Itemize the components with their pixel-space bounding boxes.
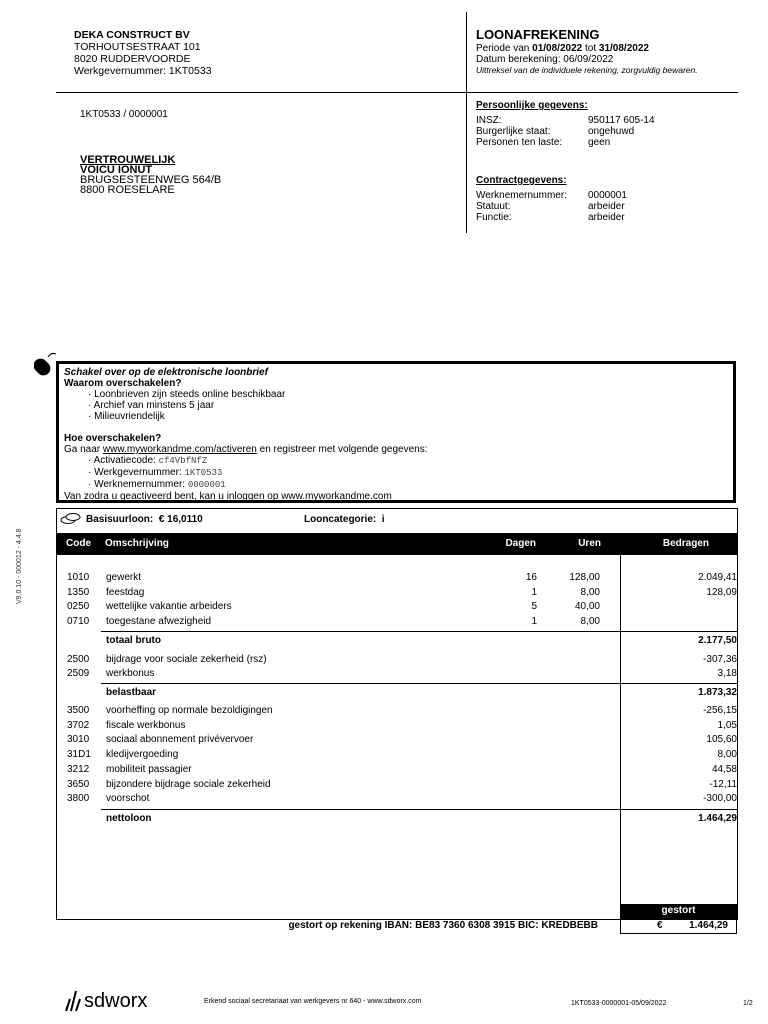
contract-value: 0000001 [588,190,627,201]
employer-street: TORHOUTSESTRAAT 101 [74,41,201,53]
cell-amount: 1.464,29 [698,813,737,824]
personal-label: Burgerlijke staat: [476,126,551,137]
subtotal-row [0,686,768,700]
table-row [0,733,768,747]
confidential-label: VERTROUWELIJK [80,154,176,166]
cell-code: 3212 [67,764,90,775]
subtotal-row [0,812,768,826]
table-row [0,600,768,614]
subtotal-separator [101,631,737,632]
table-header [57,533,737,555]
cell-desc: voorheffing op normale bezoldigingen [106,705,273,716]
login-link[interactable]: www.myworkandme.com [281,491,392,502]
cell-desc: bijdrage voor sociale zekerheid (rsz) [106,654,267,665]
header-divider-vertical [466,12,467,233]
activation-link[interactable]: www.myworkandme.com/activeren [102,444,257,455]
cell-desc: toegestane afwezigheid [106,616,212,627]
cell-hours: 8,00 [580,616,600,627]
cell-amount: 44,58 [711,764,737,775]
cell-amount: -307,36 [703,654,737,665]
table-row [0,704,768,718]
personal-value: 950117 605-14 [588,115,655,126]
cell-desc: totaal bruto [106,635,161,646]
base-wage-label: Basisuurloon: [86,514,154,525]
activation-code-item: · Activatiecode: cf4VbfNfZ [88,455,728,467]
table-row [0,719,768,733]
cell-amount: 2.049,41 [698,572,737,583]
base-wage [86,514,203,525]
cell-amount: 128,09 [706,587,737,598]
cell-desc: fiscale werkbonus [106,720,186,731]
cell-days: 5 [531,601,537,612]
table-row [0,586,768,600]
keep-note: Uittreksel van de individuele rekening, zorgvuldig bewaren. [476,65,698,75]
page-number: 1/2 [743,1000,753,1007]
cell-code: 3010 [67,734,90,745]
calc-date: Datum berekening: 06/09/2022 [476,54,614,65]
table-row [0,653,768,667]
personal-label: INSZ: [476,115,502,126]
contract-value: arbeider [588,201,625,212]
table-row [0,763,768,777]
cell-amount: -256,15 [703,705,737,716]
paid-amount-box [620,918,737,934]
personal-label: Personen ten laste: [476,137,563,148]
employer-block [74,29,454,77]
coins-icon [60,511,82,528]
table-row [0,778,768,792]
how-prefix: Ga naar [64,444,101,455]
wage-category [304,514,385,525]
cell-hours: 40,00 [574,601,600,612]
table-row [0,792,768,806]
iban-line: gestort op rekening IBAN: BE83 7360 6308 3915 BIC: KREDBEBB [288,920,598,931]
login-prefix: Van zodra u geactiveerd bent, kan u inloggen op [64,491,279,502]
notice-how: Hoe overschakelen? [64,433,162,444]
cell-desc: nettoloon [106,813,152,824]
personal-row [476,126,736,137]
cell-hours: 128,00 [569,572,600,583]
table-row [0,667,768,681]
cell-desc: mobiliteit passagier [106,764,192,775]
cell-code: 31D1 [67,749,91,760]
how-line [64,444,728,455]
notice-title: Schakel over op de elektronische loonbrief [64,367,268,378]
contract-label: Functie: [476,212,512,223]
contract-data [476,175,736,223]
period-line [476,43,746,54]
contract-row [476,212,736,223]
cell-amount: 105,60 [706,734,737,745]
wage-category-label: Looncategorie: [304,514,377,525]
cell-desc: werkbonus [106,668,155,679]
table-row [0,571,768,585]
contract-label: Werknemernummer: [476,190,567,201]
why-item: · Milieuvriendelijk [88,411,728,422]
cell-amount: -300,00 [703,793,737,804]
period-to: 31/08/2022 [598,43,649,54]
recognition-text: Erkend sociaal secretariaat van werkgevers nr 640 - www.sdworx.com [204,998,422,1005]
cell-desc: wettelijke vakantie arbeiders [106,601,232,612]
employer-code: 1KT0533 [184,468,223,478]
contract-label: Statuut: [476,201,511,212]
personal-data [476,100,736,148]
personal-row [476,137,736,148]
cell-code: 0710 [67,616,90,627]
cell-desc: gewerkt [106,572,142,583]
version-code: V9.0.10 - 000012 - 4.4.8 [16,528,23,604]
why-list [64,389,728,422]
employee-number-item: · Werknemernummer: 0000001 [88,479,728,491]
col-code: Code [66,538,91,549]
cell-desc: kledijvergoeding [106,749,179,760]
cell-code: 2509 [67,668,90,679]
table-row [0,615,768,629]
activation-code: cf4VbfNfZ [158,456,208,466]
contract-row [476,201,736,212]
col-amount: Bedragen [662,538,709,549]
cell-code: 3650 [67,779,90,790]
employer-number-item: · Werkgevernummer: 1KT0533 [88,467,728,479]
recipient-street: BRUGSESTEENWEG 564/B [80,174,222,186]
electronic-payslip-notice [56,361,736,503]
recipient-block [80,155,221,195]
period-mid: tot [585,43,597,54]
subtotal-row [0,634,768,648]
how-suffix: en registreer met volgende gegevens: [259,444,428,455]
col-desc: Omschrijving [105,538,169,549]
employee-code: 0000001 [187,480,226,490]
employer-name: DEKA CONSTRUCT BV [74,29,190,41]
contract-value: arbeider [588,212,625,223]
employer-number: Werkgevernummer: 1KT0533 [74,65,212,77]
cell-days: 16 [525,572,537,583]
cell-amount: -12,11 [709,779,737,790]
personal-row [476,115,736,126]
paid-label: gestort [620,904,737,918]
employer-city: 8020 RUDDERVOORDE [74,53,191,65]
recipient-name: VOICU IONUT [80,164,153,176]
col-hours: Uren [578,538,601,549]
logo-text: sdworx [84,990,148,1012]
notice-why: Waarom overschakelen? [64,378,182,389]
cell-desc: belastbaar [106,687,157,698]
subtotal-separator [101,683,737,684]
reference-number: 1KT0533 / 0000001 [80,109,168,120]
sdworx-logo [64,985,154,1016]
cell-code: 2500 [67,654,90,665]
why-item: · Archief van minstens 5 jaar [88,400,728,411]
cell-code: 1350 [67,587,90,598]
cell-code: 3800 [67,793,90,804]
cell-amount: 1,05 [717,720,737,731]
base-wage-value: € 16,0110 [158,514,203,525]
subtotal-separator [101,809,737,810]
cell-desc: bijzondere bijdrage sociale zekerheid [106,779,271,790]
wage-category-value: i [381,514,385,525]
paid-amount: 1.464,29 [689,920,728,931]
personal-value: geen [588,137,611,148]
header-divider-horizontal [56,92,738,93]
cell-amount: 3,18 [717,668,737,679]
cell-code: 0250 [67,601,90,612]
cell-amount: 8,00 [717,749,737,760]
cell-code: 1010 [67,572,90,583]
cell-desc: sociaal abonnement privévervoer [106,734,254,745]
table-row [0,748,768,762]
why-item: · Loonbrieven zijn steeds online beschikbaar [88,389,728,400]
contract-row [476,190,736,201]
credentials-list [64,455,728,491]
cell-desc: voorschot [106,793,150,804]
cell-days: 1 [531,616,537,627]
payslip-header [476,27,746,76]
cell-hours: 8,00 [580,587,600,598]
cell-days: 1 [531,587,537,598]
mouse-icon [34,348,58,379]
document-reference: 1KT0533-0000001-05/09/2022 [571,1000,667,1007]
cell-amount: 2.177,50 [698,635,737,646]
cell-code: 3500 [67,705,90,716]
paid-currency: € [657,920,663,931]
contract-heading: Contractgegevens: [476,175,567,186]
cell-amount: 1.873,32 [698,687,737,698]
cell-code: 3702 [67,720,90,731]
cell-desc: feestdag [106,587,145,598]
personal-value: ongehuwd [588,126,635,137]
login-line [64,491,728,502]
personal-heading: Persoonlijke gegevens: [476,100,588,111]
period-from: 01/08/2022 [532,43,583,54]
col-days: Dagen [505,538,536,549]
recipient-city: 8800 ROESELARE [80,184,175,196]
payslip-title: LOONAFREKENING [476,27,600,42]
period-prefix: Periode van [476,43,530,54]
